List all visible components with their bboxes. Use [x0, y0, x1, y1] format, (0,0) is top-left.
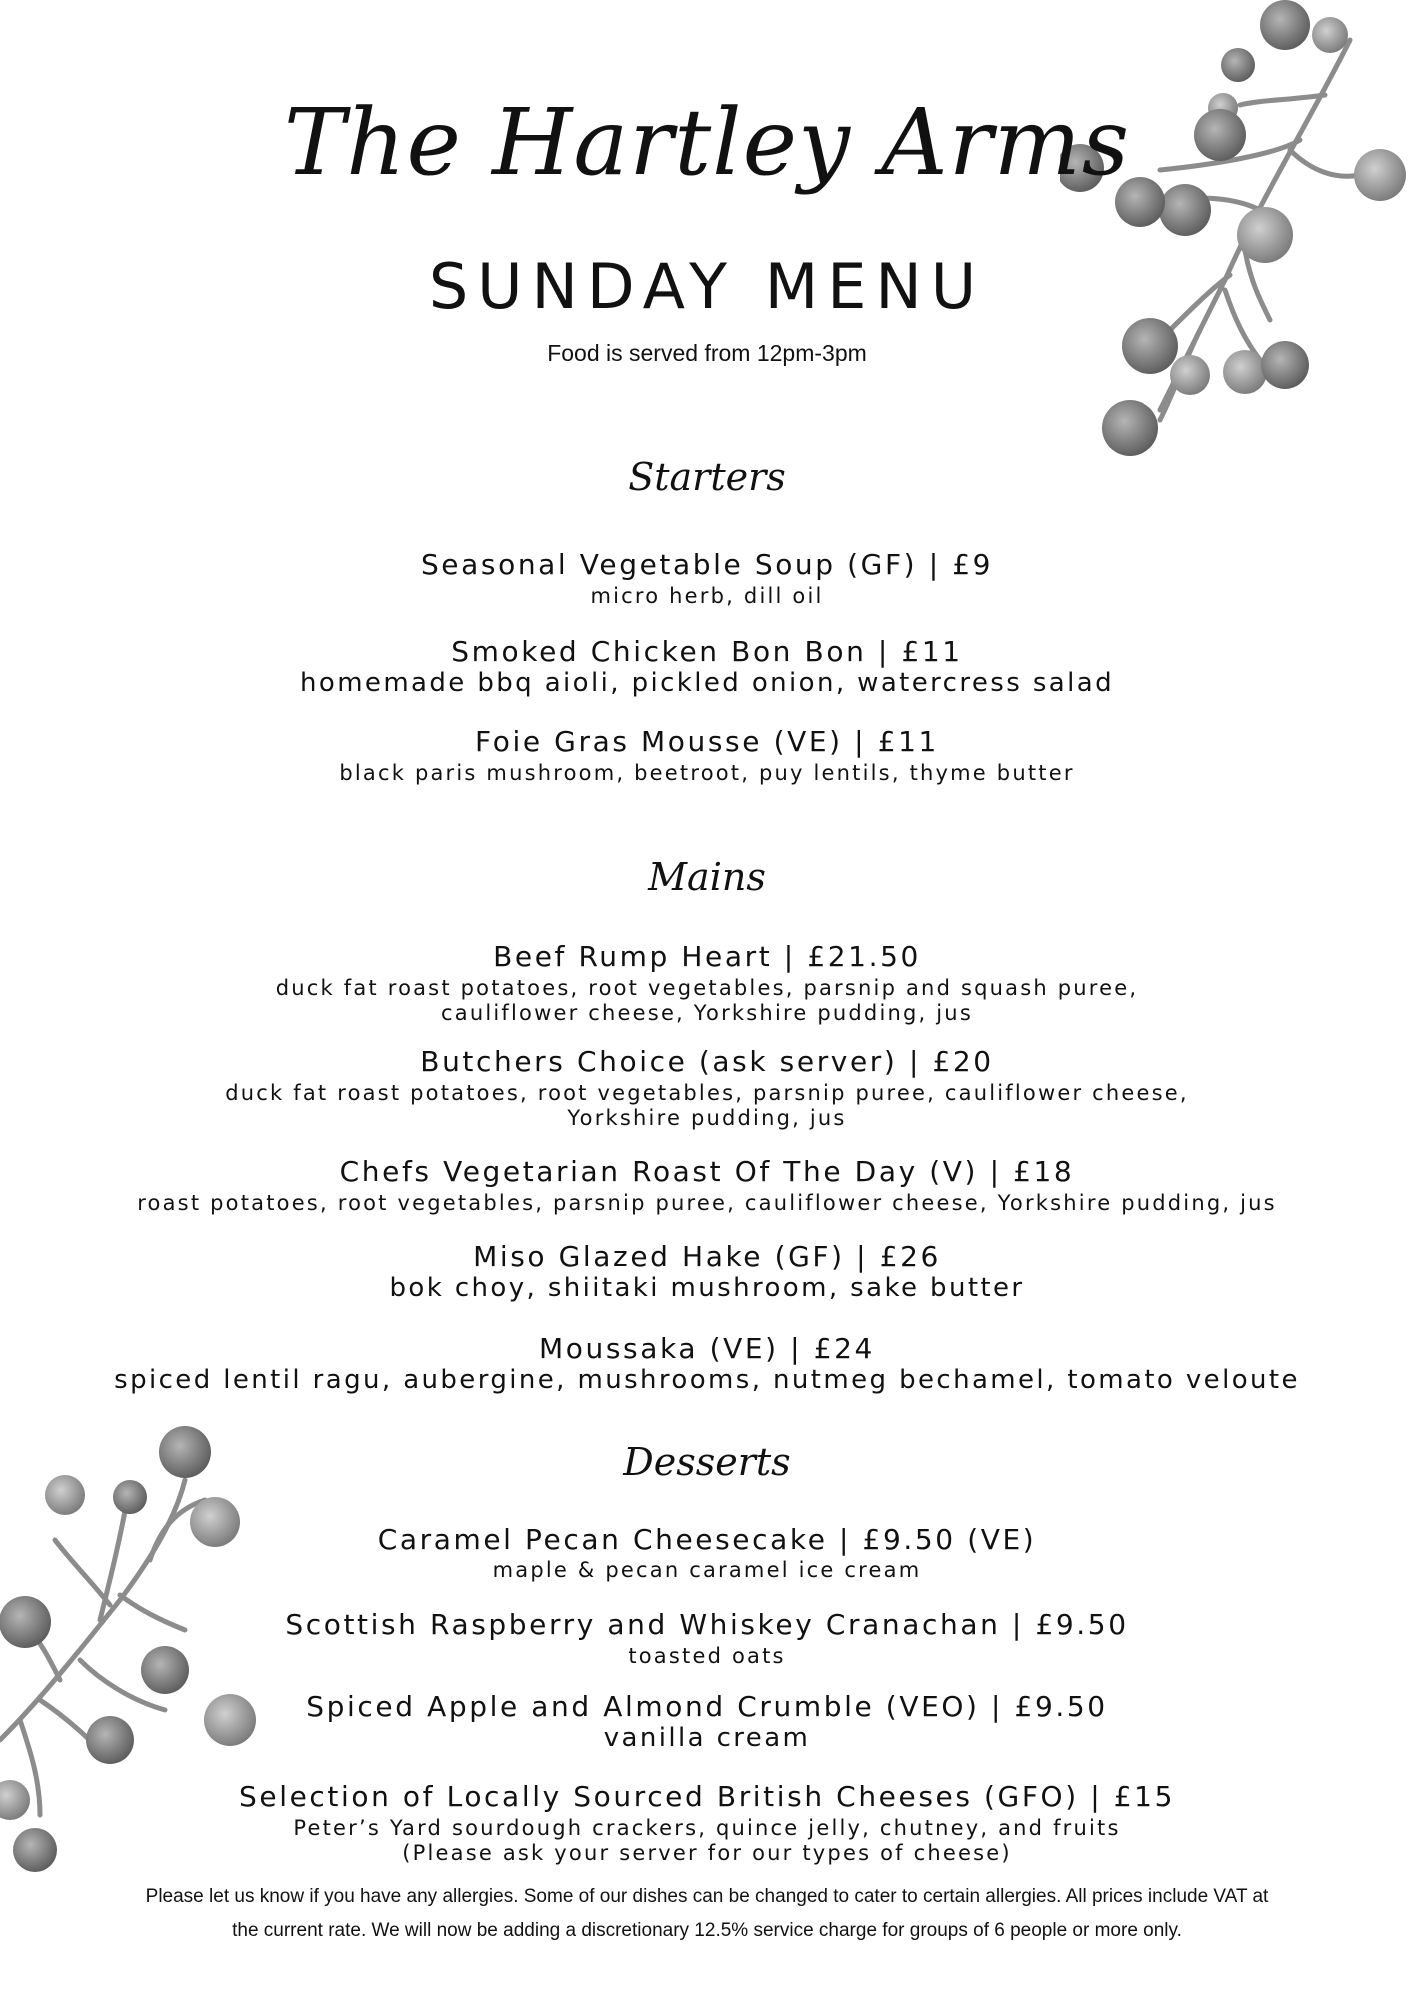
menu-item-name: Smoked Chicken Bon Bon | £11 — [451, 635, 963, 668]
menu-item-desc: toasted oats — [628, 1644, 786, 1668]
menu-title: SUNDAY MENU — [428, 250, 986, 323]
menu-item-name: Scottish Raspberry and Whiskey Cranachan | £9.50 — [285, 1608, 1129, 1641]
menu-item-desc: (Please ask your server for our types of cheese) — [402, 1841, 1012, 1865]
menu-item-desc: micro herb, dill oil — [590, 584, 824, 608]
menu-item-desc: Peter’s Yard sourdough crackers, quince jelly, chutney, and fruits — [293, 1816, 1121, 1840]
menu-item-name: Moussaka (VE) | £24 — [539, 1332, 875, 1365]
menu-item-desc: duck fat roast potatoes, root vegetables, parsnip and squash puree, — [275, 976, 1139, 1000]
menu-item-name: Spiced Apple and Almond Crumble (VEO) | £9.50 — [306, 1690, 1108, 1723]
restaurant-name: The Hartley Arms — [283, 89, 1131, 196]
menu-item-name: Miso Glazed Hake (GF) | £26 — [473, 1240, 941, 1273]
menu-item-name: Seasonal Vegetable Soup (GF) | £9 — [420, 548, 994, 581]
menu-item-desc: duck fat roast potatoes, root vegetables, parsnip puree, cauliflower cheese, — [225, 1081, 1189, 1105]
menu-item-desc: vanilla cream — [603, 1723, 811, 1753]
menu-item-name: Beef Rump Heart | £21.50 — [493, 940, 921, 973]
serving-hours: Food is served from 12pm-3pm — [547, 340, 867, 366]
menu-item-name: Butchers Choice (ask server) | £20 — [420, 1045, 994, 1078]
section-heading-starters: Starters — [628, 455, 786, 499]
menu-item-name: Foie Gras Mousse (VE) | £11 — [475, 725, 939, 758]
menu-item-name: Chefs Vegetarian Roast Of The Day (V) | £18 — [339, 1155, 1075, 1188]
allergy-notice-line: Please let us know if you have any allergies. Some of our dishes can be changed to cater to certain allergies. All prices include VAT at — [145, 1886, 1269, 1907]
menu-item-desc: bok choy, shiitaki mushroom, sake butter — [389, 1273, 1025, 1303]
menu-item-name: Selection of Locally Sourced British Cheeses (GFO) | £15 — [239, 1780, 1175, 1813]
section-heading-mains: Mains — [648, 855, 766, 899]
allergy-notice-line: the current rate. We will now be adding a discretionary 12.5% service charge for groups of 6 people or more only. — [232, 1920, 1182, 1941]
menu-item-desc: cauliflower cheese, Yorkshire pudding, jus — [441, 1001, 973, 1025]
section-heading-desserts: Desserts — [623, 1440, 791, 1484]
menu-item-desc: Yorkshire pudding, jus — [567, 1106, 847, 1130]
menu-item-desc: spiced lentil ragu, aubergine, mushrooms, nutmeg bechamel, tomato veloute — [114, 1365, 1300, 1395]
menu-item-desc: maple & pecan caramel ice cream — [492, 1558, 922, 1582]
menu-item-desc: homemade bbq aioli, pickled onion, watercress salad — [300, 668, 1114, 698]
menu-item-desc: black paris mushroom, beetroot, puy lentils, thyme butter — [339, 761, 1075, 785]
allergy-notice — [0, 1880, 1414, 1948]
menu-item-name: Caramel Pecan Cheesecake | £9.50 (VE) — [377, 1523, 1037, 1556]
menu-item-desc: roast potatoes, root vegetables, parsnip puree, cauliflower cheese, Yorkshire pudding, jus — [137, 1191, 1277, 1215]
restaurant-logo — [0, 50, 1414, 235]
